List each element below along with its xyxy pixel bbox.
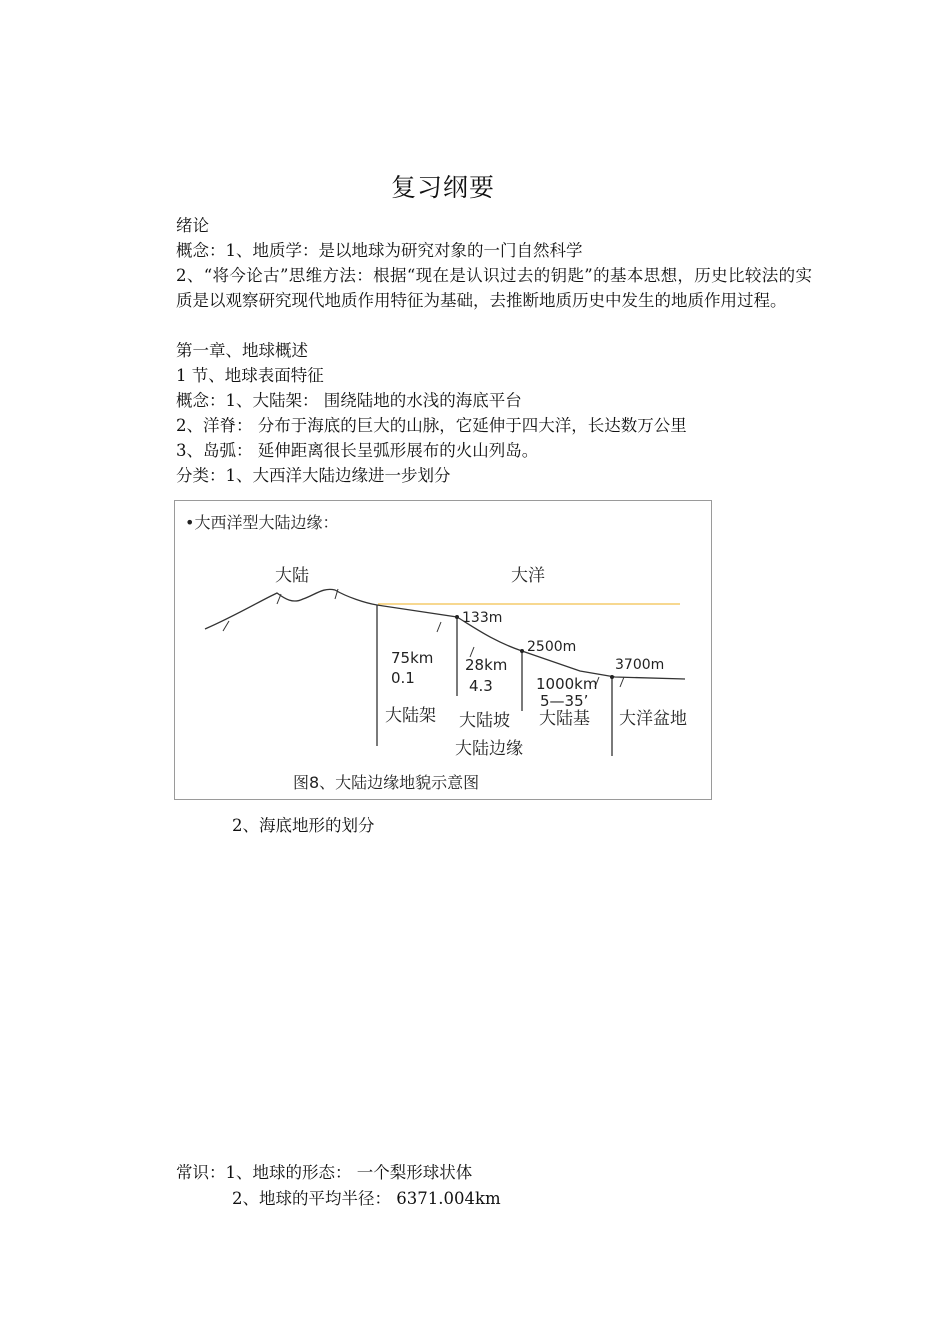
slope-width: 28km — [465, 656, 508, 674]
zone-margin: 大陆边缘 — [455, 739, 523, 759]
concept-geology: 概念：1、地质学：是以地球为研究对象的一门自然科学 — [176, 241, 583, 260]
terrain-tick — [223, 621, 229, 631]
depth-marker — [610, 675, 614, 679]
classification-heading: 分类：1、大西洋大陆边缘进一步划分 — [176, 466, 451, 485]
continental-margin-figure — [174, 500, 712, 800]
figure-caption: 图8、大陆边缘地貌示意图 — [293, 773, 480, 792]
slope-grade: 4.3 — [469, 677, 493, 695]
margin-diagram — [175, 501, 713, 801]
depth-133: 133m — [462, 610, 503, 626]
seafloor-heading: 2、海底地形的划分 — [232, 816, 375, 835]
zone-rise: 大陆基 — [539, 709, 590, 729]
shelf-width: 75km — [391, 649, 434, 667]
zone-basin: 大洋盆地 — [619, 709, 687, 729]
zone-slope: 大陆坡 — [459, 711, 510, 731]
concept-arc: 3、岛弧： 延伸距离很长呈弧形展布的火山列岛。 — [176, 441, 539, 460]
page-title: 复习纲要 — [390, 173, 495, 202]
concept-uniformitarianism: 2、“将今论古”思维方法：根据“现在是认识过去的钥匙”的基本思想，历史比较法的实质是以观察研究现代地质作用特征为基础，去推断地质历史中发生的地质作用过程。 — [176, 266, 812, 310]
shelf-slope: 0.1 — [391, 669, 415, 687]
section-heading: 1 节、地球表面特征 — [176, 366, 324, 385]
zone-shelf: 大陆架 — [385, 706, 436, 726]
section-intro: 绪论 — [176, 216, 209, 235]
concept-shelf: 概念：1、大陆架： 围绕陆地的水浅的海底平台 — [176, 391, 522, 410]
terrain-tick — [620, 677, 624, 687]
concept-ridge: 2、洋脊： 分布于海底的巨大的山脉，它延伸于四大洋，长达数万公里 — [176, 416, 687, 435]
depth-marker — [520, 649, 524, 653]
common-shape: 常识：1、地球的形态： 一个梨形球状体 — [176, 1163, 473, 1182]
land-label: 大陆 — [275, 566, 309, 586]
figure-heading: •大西洋型大陆边缘： — [185, 513, 339, 532]
rise-width: 1000km — [536, 675, 598, 693]
chapter-heading: 第一章、地球概述 — [176, 341, 308, 360]
depth-marker — [455, 615, 459, 619]
ocean-label: 大洋 — [511, 566, 545, 586]
depth-2500: 2500m — [527, 639, 577, 655]
terrain-tick — [277, 594, 281, 604]
common-radius: 2、地球的平均半径： 6371.004km — [232, 1189, 501, 1208]
depth-3700: 3700m — [615, 657, 665, 673]
rise-grade: 5—35’ — [540, 692, 589, 710]
terrain-tick — [437, 622, 441, 632]
